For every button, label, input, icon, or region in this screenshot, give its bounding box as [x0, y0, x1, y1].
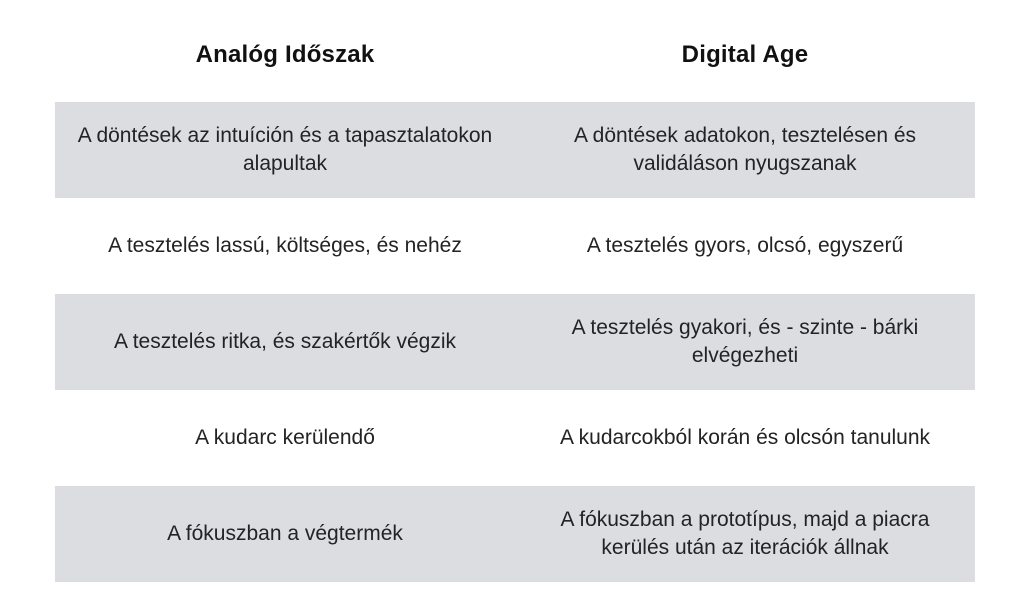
- digital-cell-text: A tesztelés gyakori, és - szinte - bárki elvégezheti: [571, 316, 919, 367]
- column-header-analog: Analóg Időszak: [195, 41, 375, 68]
- analog-cell-text: A döntések az intuíción és a tapasztalatokon alapultak: [77, 124, 493, 175]
- digital-cell: [515, 222, 975, 270]
- digital-cell-text: A kudarcokból korán és olcsón tanulunk: [559, 426, 931, 449]
- table-row: [55, 390, 975, 486]
- table-row: [55, 198, 975, 294]
- digital-cell-text: A döntések adatokon, tesztelésen és validáláson nyugszanak: [573, 124, 917, 175]
- digital-cell: [515, 112, 975, 188]
- analog-cell: [55, 112, 515, 188]
- table-row: [55, 294, 975, 390]
- digital-cell: [515, 414, 975, 462]
- analog-cell: [55, 510, 515, 558]
- analog-cell-text: A fókuszban a végtermék: [167, 522, 403, 545]
- column-header-digital: Digital Age: [681, 41, 809, 68]
- table-row: [55, 102, 975, 198]
- analog-cell-text: A tesztelés lassú, költséges, és nehéz: [108, 234, 462, 257]
- table-header-row: [55, 0, 975, 102]
- comparison-table: [55, 0, 975, 582]
- digital-cell-text: A fókuszban a prototípus, majd a piacra kerülés után az iterációk állnak: [560, 508, 930, 559]
- analog-cell: [55, 222, 515, 270]
- digital-cell: [515, 304, 975, 380]
- analog-cell-text: A kudarc kerülendő: [195, 426, 375, 449]
- analog-cell: [55, 318, 515, 366]
- digital-cell-text: A tesztelés gyors, olcsó, egyszerű: [586, 234, 904, 257]
- analog-cell: [55, 414, 515, 462]
- table-row: [55, 486, 975, 582]
- analog-cell-text: A tesztelés ritka, és szakértők végzik: [114, 330, 456, 353]
- digital-cell: [515, 496, 975, 572]
